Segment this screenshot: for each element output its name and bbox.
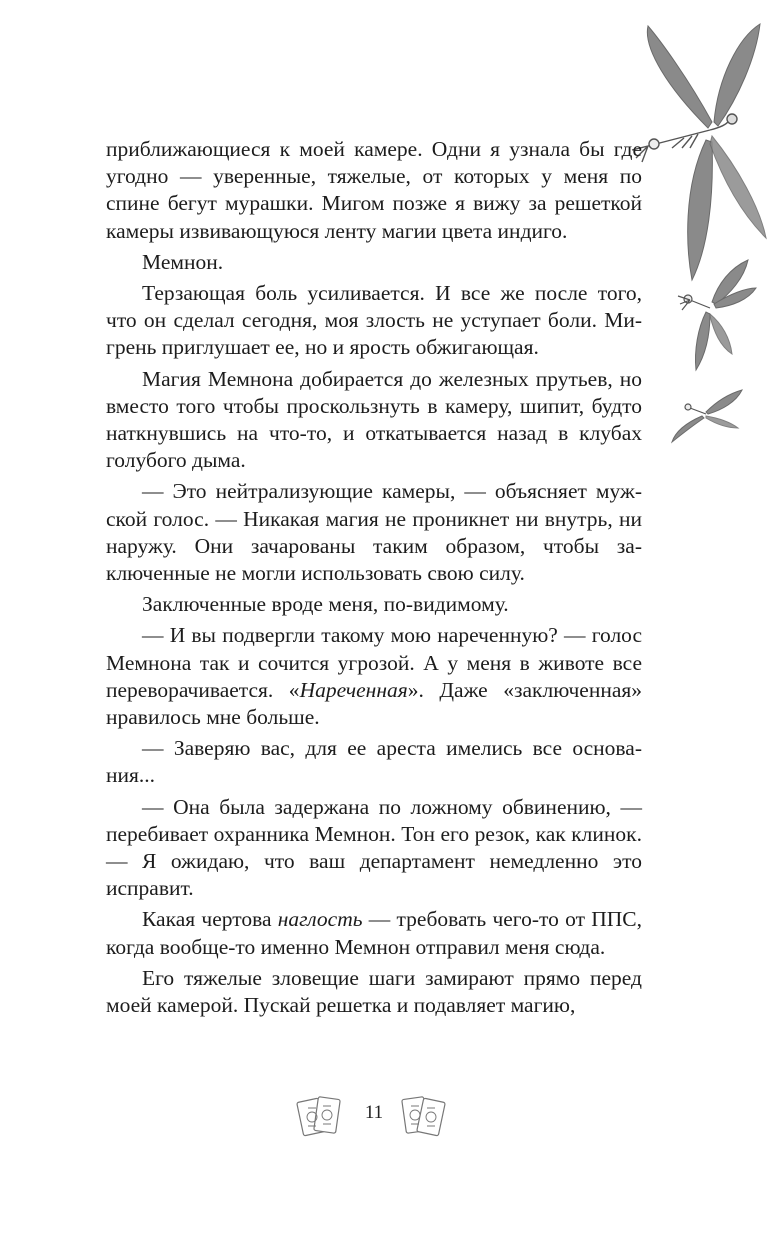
folio [0,1094,768,1144]
dragonfly-medium-icon [660,258,760,378]
paragraph-4: Магия Мемнона добирается до железных прутьев, но вместо того чтобы проскользнуть в камеру, шипит, будто наткнувшись на что-то, и откатывается назад в клубах голубого дыма. [106,366,642,473]
page-number: 11 [364,1102,384,1123]
paragraph-10 [106,906,642,960]
paragraph-8: — Заверяю вас, для ее ареста имелись все основания... [106,736,642,788]
paragraph-2: Мемнон. [142,249,224,274]
paragraph-10-part-2: — требовать чего-то от ППС, когда вообще-то именно Мемнон отправил меня сюда. [106,907,642,959]
paragraph-9: — Она была задержана по ложному обвинению, — перебивает охранника Мемнон. Тон его резок, как клинок. — Я ожидаю, что ваш департамент немедленно это исправит. [106,794,642,901]
paragraph-10-part-1: Какая чертова [142,907,278,932]
paragraph-6: Заключенные вроде меня, по-видимому. [142,592,509,617]
paragraph-3: Терзающая боль усиливается. И все же после того, что он сделал сегодня, моя злость не уступает боли. Мигрень приглушает ее, но и ярость обжигающая. [106,281,642,360]
body-text [106,136,642,1023]
tarot-cards-icon [296,1094,346,1142]
tarot-cards-icon [398,1094,448,1142]
paragraph-7-part-2: ». Даже «заключенная» нравилось мне больше. [106,677,643,730]
paragraph-10-emphasis: наглость [277,907,363,932]
paragraph-7-emphasis: Нареченная [299,677,408,702]
paragraph-1: приближающиеся к моей камере. Одни я узнала бы где угодно — уверенные, тяжелые, от которых у меня по спине бегут мурашки. Мигом позже я вижу за решеткой камеры извивающуюся ленту магии цвета индиго. [106,137,642,243]
paragraph-7 [106,622,642,731]
dragonfly-small-icon [666,386,746,446]
paragraph-5: — Это нейтрализующие камеры, — объясняет мужской голос. — Никакая магия не проникнет ни внутрь, ни наружу. Они зачарованы таким образом, чтобы заключенные не могли использовать свою силу. [106,479,642,586]
paragraph-11: Его тяжелые зловещие шаги замирают прямо перед моей камерой. Пускай решетка и подавляет магию, [106,965,642,1018]
paragraph-7-part-1: — И вы подвергли такому мою нареченную? — голос Мемнона так и сочится угрозой. А у меня в животе все переворачивается. « [106,623,642,702]
